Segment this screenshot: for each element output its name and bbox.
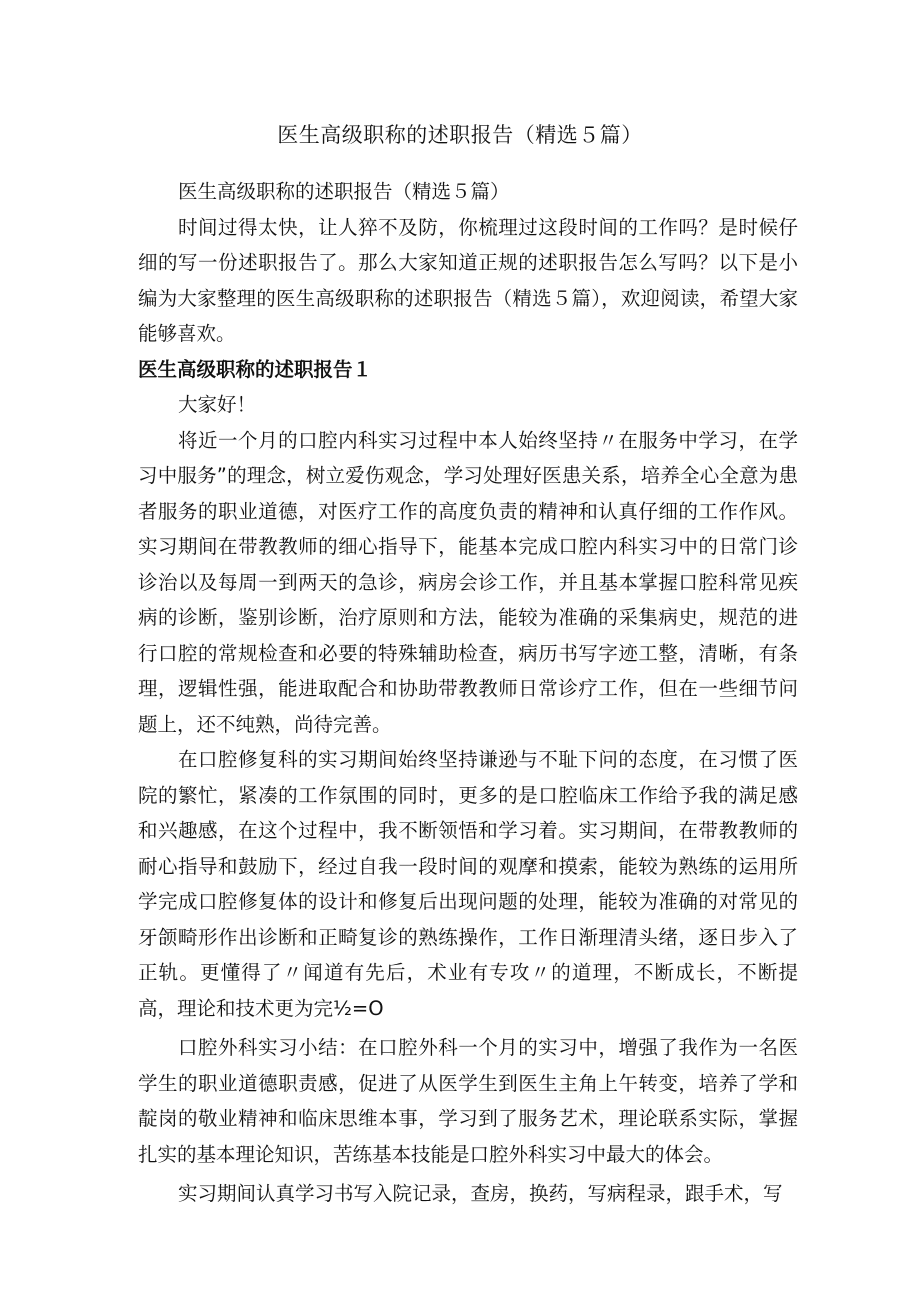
intro-paragraph: 时间过得太快，让人猝不及防，你梳理过这段时间的工作吗？是时候仔细的写一份述职报告了。那么大家知道正规的述职报告怎么写吗？以下是小编为大家整理的医生高级职称的述职报告（精选５篇），欢迎阅读，希望大家能够喜欢。 [138,215,798,345]
subtitle-paragraph: 医生高级职称的述职报告（精选５篇） [178,180,510,203]
document-body [138,174,798,1212]
section-heading: 医生高级职称的述职报告１ [138,357,373,381]
body-paragraph: 口腔外科实习小结：在口腔外科一个月的实习中，增强了我作为一名医学生的职业道德职责感，促进了从医学生到医生主角上午转变，培养了学和靛岗的敬业精神和临床思维本事，学习到了服务艺术，理论联系实际，掌握扎实的基本理论知识，苦练基本技能是口腔外科实习中最大的体会。 [138,1036,798,1166]
body-paragraph: 在口腔修复科的实习期间始终坚持谦逊与不耻下问的态度，在习惯了医院的繁忙，紧凑的工作氛围的同时，更多的是口腔临床工作给予我的满足感和兴趣感，在这个过程中，我不断领悟和学习着。实习期间，在带教教师的耐心指导和鼓励下，经过自我一段时间的观摩和摸索，能较为熟练的运用所学完成口腔修复体的设计和修复后出现问题的处理，能较为准确的对常见的牙颌畸形作出诊断和正畸复诊的熟练操作，工作日渐理清头绪，逐日步入了正轨。更懂得了〃闻道有先后，术业有专攻〃的道理，不断成长，不断提高，理论和技术更为完½=O [138,748,798,1020]
body-paragraph: 将近一个月的口腔内科实习过程中本人始终坚持〃在服务中学习，在学习中服务”的理念，树立爱伤观念，学习处理好医患关系，培养全心全意为患者服务的职业道德，对医疗工作的高度负责的精神和认真仔细的工作作风。实习期间在带教教师的细心指导下，能基本完成口腔内科实习中的日常门诊诊治以及每周一到两天的急诊，病房会诊工作，并且基本掌握口腔科常见疾病的诊断，鉴别诊断，治疗原则和方法，能较为准确的采集病史，规范的进行口腔的常规检查和必要的特殊辅助检查，病历书写字迹工整，清晰，有条理，逻辑性强，能进取配合和协助带教教师日常诊疗工作，但在一些细节问题上，还不纯熟，尚待完善。 [138,428,798,736]
document-title: 医生高级职称的述职报告（精选５篇） [277,123,643,147]
body-paragraph: 实习期间认真学习书写入院记录，查房，换药，写病程录，跟手术，写 [178,1182,783,1205]
greeting-paragraph: 大家好！ [178,393,257,416]
